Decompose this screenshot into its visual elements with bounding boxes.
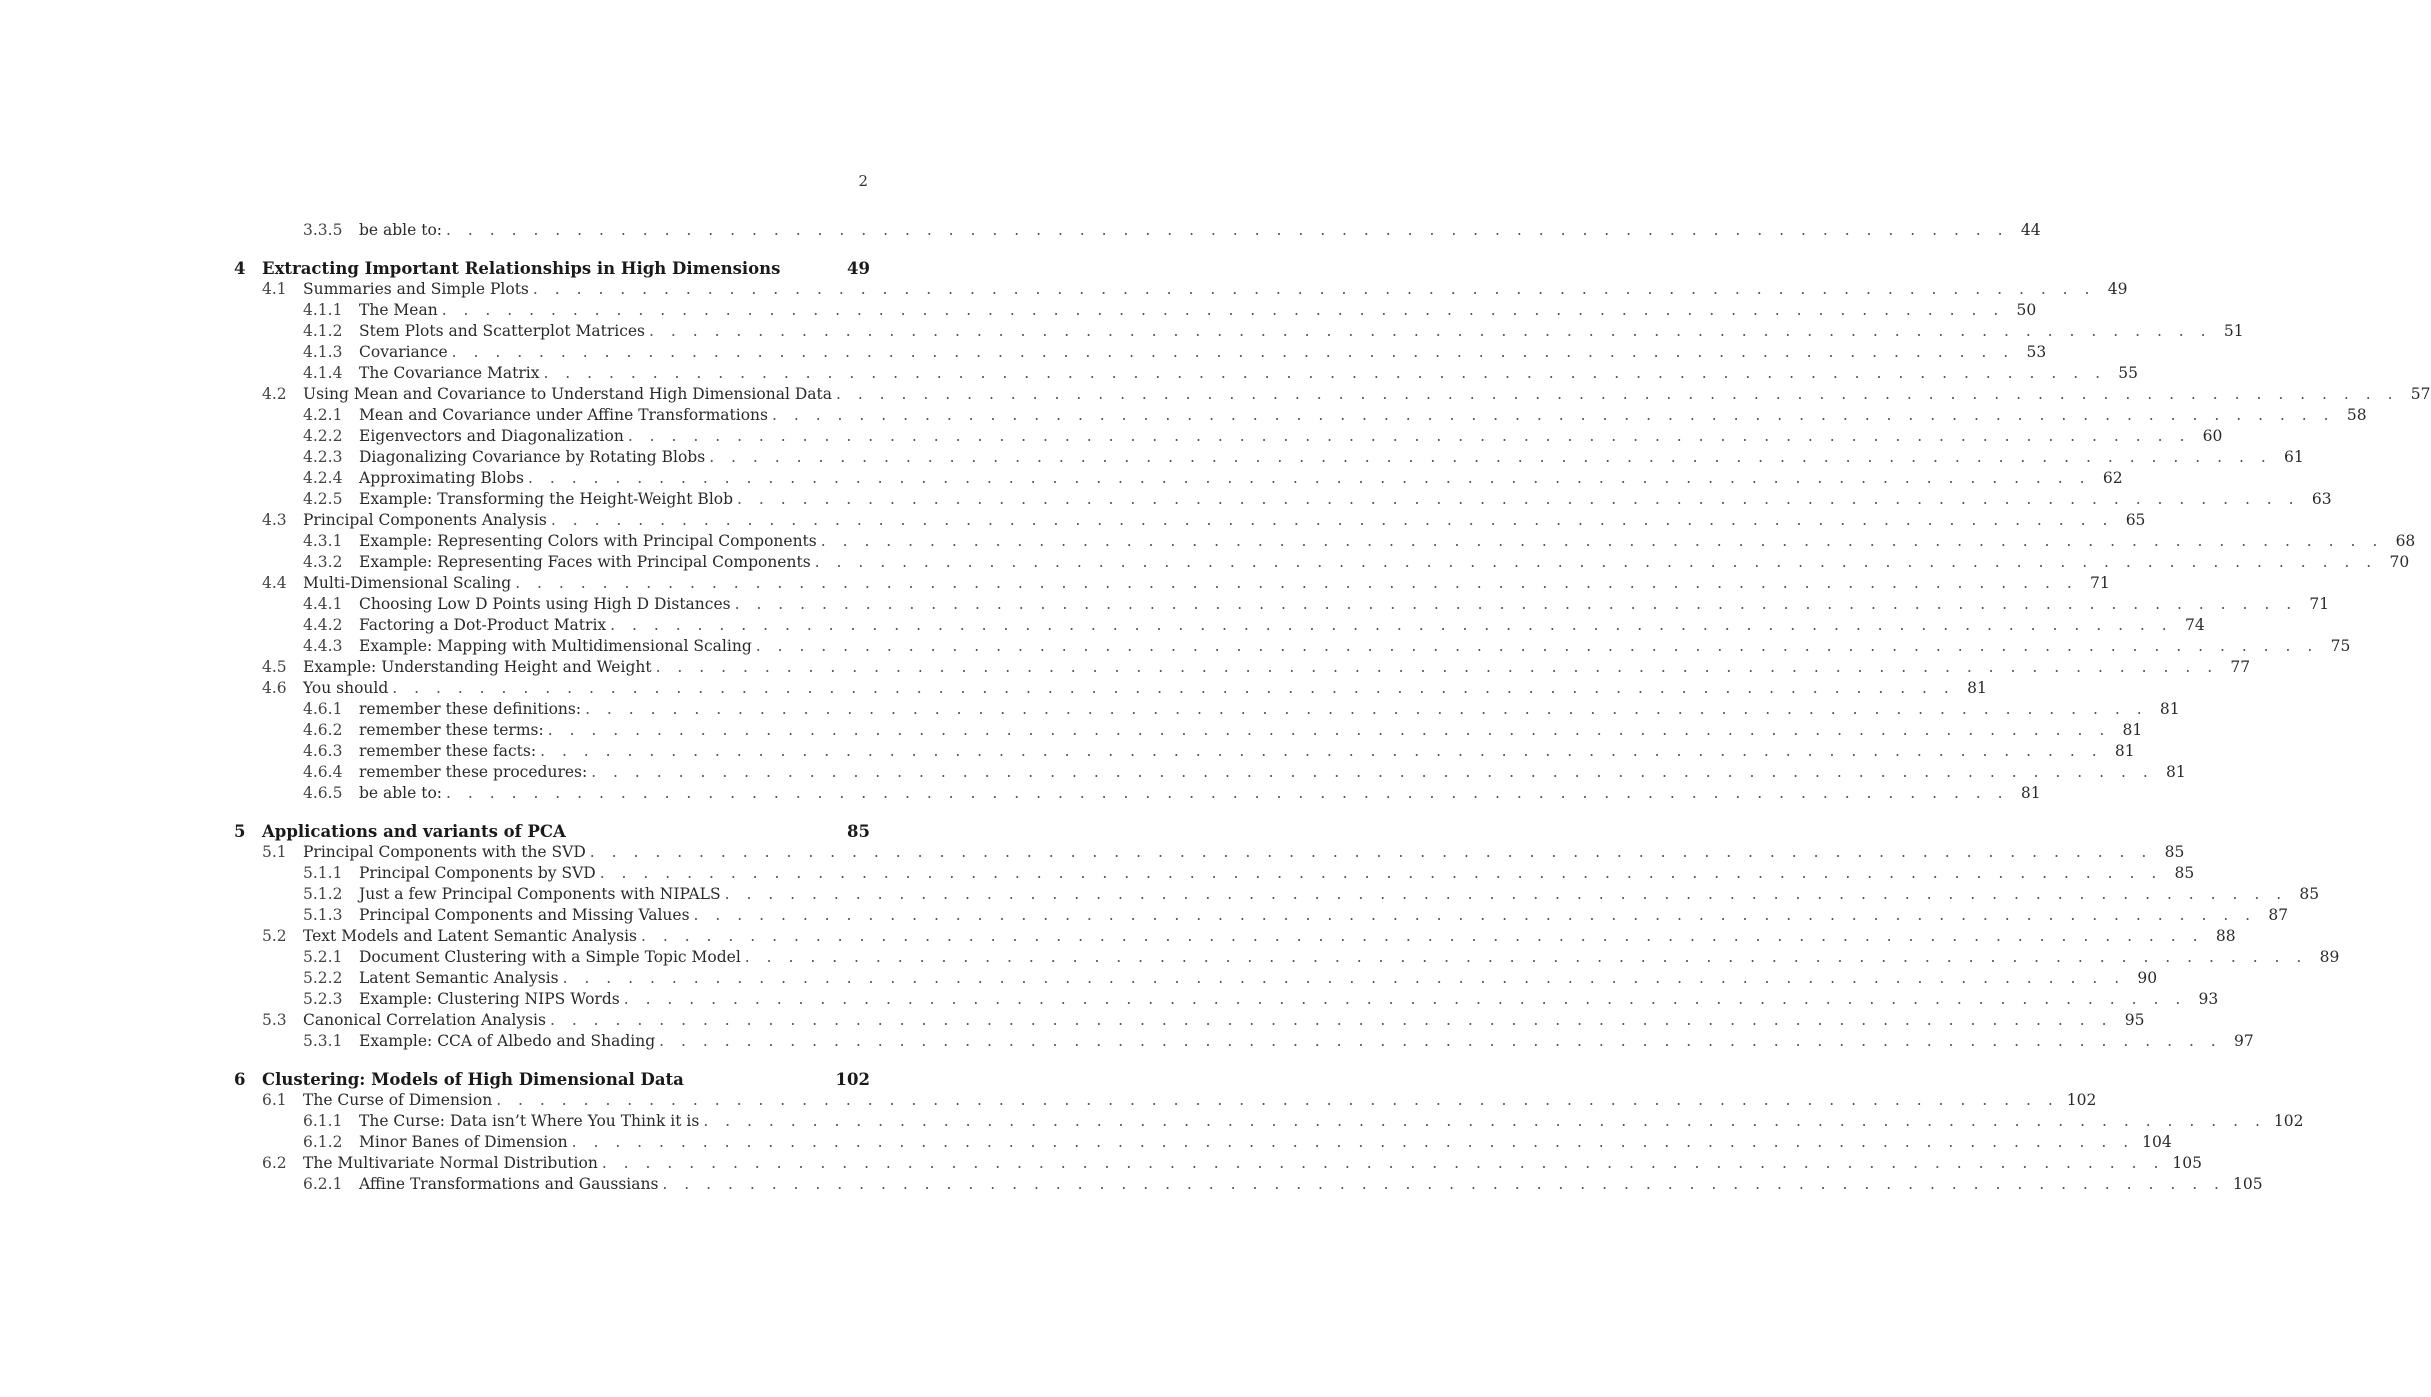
dot-leader <box>703 1111 2274 1132</box>
dot-leader <box>563 968 2134 989</box>
dot-leader <box>610 615 2181 636</box>
toc-entry-title: Affine Transformations and Gaussians <box>359 1175 659 1193</box>
toc-subsection-row <box>234 615 2205 636</box>
toc-entry-page: 44 <box>2020 221 2041 239</box>
dot-leader <box>815 552 2386 573</box>
dot-leader <box>442 300 2013 321</box>
toc-entry-page: 60 <box>2202 427 2223 445</box>
toc-entry-number: 4.3.1 <box>303 532 343 550</box>
toc-entry-title: The Curse of Dimension <box>303 1091 493 1109</box>
toc-entry-page: 81 <box>2020 784 2041 802</box>
toc-entry-page: 63 <box>2311 490 2332 508</box>
toc-entry-page: 95 <box>2124 1011 2145 1029</box>
toc-entry-title: Principal Components by SVD <box>359 864 596 882</box>
toc-subsection-row <box>234 905 2289 926</box>
dot-leader <box>624 989 2195 1010</box>
toc-section-row <box>234 657 2251 678</box>
toc-entry-title: remember these procedures: <box>359 763 588 781</box>
toc-entry-page: 85 <box>2299 885 2320 903</box>
toc-entry-title: Multi-Dimensional Scaling <box>303 574 512 592</box>
toc-entry-page: 102 <box>2066 1091 2097 1109</box>
dot-leader <box>452 342 2023 363</box>
toc-subsection-row <box>234 989 2219 1010</box>
toc-entry-title: Applications and variants of PCA <box>262 822 566 841</box>
toc-subsection-row <box>234 552 2410 573</box>
toc-entry-number: 4.6.1 <box>303 700 343 718</box>
toc-subsection-row <box>234 1031 2254 1052</box>
toc-subsection-row <box>234 531 2416 552</box>
dot-leader <box>772 405 2343 426</box>
toc-entry-title: Document Clustering with a Simple Topic Model <box>359 948 741 966</box>
toc-entry-title: Approximating Blobs <box>359 469 524 487</box>
toc-subsection-row <box>234 783 2041 804</box>
toc-entry-title: Example: Clustering NIPS Words <box>359 990 620 1008</box>
toc-entry-number: 4.6.5 <box>303 784 343 802</box>
toc-entry-page: 81 <box>2166 763 2186 781</box>
toc-subsection-row <box>234 699 2180 720</box>
toc-entry-title: Minor Banes of Dimension <box>359 1133 568 1151</box>
dot-leader <box>515 573 2086 594</box>
toc-subsection-row <box>234 863 2195 884</box>
toc-subsection-row <box>234 220 2041 241</box>
toc-subsection-row <box>234 489 2332 510</box>
toc-entry-page: 77 <box>2230 658 2251 676</box>
toc-entry-number: 5.2.2 <box>303 969 343 987</box>
toc-entry-title: The Covariance Matrix <box>359 364 540 382</box>
toc-entry-title: Covariance <box>359 343 448 361</box>
toc-entry-page: 104 <box>2142 1133 2172 1151</box>
toc-section-row <box>234 1010 2145 1031</box>
toc-entry-page: 71 <box>2090 574 2110 592</box>
toc-entry-title: Principal Components and Missing Values <box>359 906 690 924</box>
toc-chapter-row <box>234 821 870 842</box>
dot-leader <box>550 1010 2121 1031</box>
toc-entry-title: be able to: <box>359 221 443 239</box>
toc-entry-number: 4.6.3 <box>303 742 343 760</box>
toc-entry-title: Choosing Low D Points using High D Distances <box>359 595 731 613</box>
toc-entry-page: 58 <box>2346 406 2367 424</box>
toc-entry-number: 4.1 <box>262 280 287 298</box>
toc-entry-title: You should <box>303 679 389 697</box>
dot-leader <box>641 926 2212 947</box>
toc-subsection-row <box>234 342 2047 363</box>
toc-entry-number: 4.6.4 <box>303 763 343 781</box>
toc-entry-number: 6.1.1 <box>303 1112 343 1130</box>
toc-entry-page: 62 <box>2102 469 2123 487</box>
toc-entry-title: The Curse: Data isn’t Where You Think it is <box>359 1112 700 1130</box>
toc-subsection-row <box>234 884 2320 905</box>
toc-subsection-row <box>234 1132 2172 1153</box>
dot-leader <box>528 468 2099 489</box>
toc-entry-title: Factoring a Dot-Product Matrix <box>359 616 607 634</box>
toc-entry-number: 6.2.1 <box>303 1175 343 1193</box>
toc-entry-page: 81 <box>2114 742 2135 760</box>
toc-entry-page: 81 <box>2159 700 2180 718</box>
toc-entry-page: 102 <box>835 1070 870 1089</box>
toc-entry-title: Example: Mapping with Multidimensional Scaling <box>359 637 752 655</box>
toc-entry-number: 5.3.1 <box>303 1032 343 1050</box>
toc-entry-number: 4.2.5 <box>303 490 343 508</box>
toc-chapter-row <box>234 1069 870 1090</box>
toc-entry-number: 5.1 <box>262 843 287 861</box>
toc-entry-page: 97 <box>2234 1032 2254 1050</box>
toc-entry-title: Example: Transforming the Height-Weight Blob <box>359 490 734 508</box>
toc-entry-title: Extracting Important Relationships in High Dimensions <box>262 259 781 278</box>
toc-entry-page: 85 <box>847 822 870 841</box>
dot-leader <box>737 489 2308 510</box>
toc-subsection-row <box>234 636 2351 657</box>
toc-entry-number: 4.2.2 <box>303 427 343 445</box>
toc-entry-page: 85 <box>2174 864 2195 882</box>
dot-leader <box>591 762 2162 783</box>
toc-entry-number: 4.1.1 <box>303 301 343 319</box>
toc-entry-page: 90 <box>2137 969 2158 987</box>
toc-entry-title: Just a few Principal Components with NIPALS <box>359 885 721 903</box>
dot-leader <box>628 426 2199 447</box>
toc-entry-page: 88 <box>2215 927 2236 945</box>
toc-entry-title: Clustering: Models of High Dimensional Data <box>262 1070 684 1089</box>
dot-leader <box>496 1090 2067 1111</box>
toc-section-row <box>234 384 2431 405</box>
dot-leader <box>662 1174 2233 1195</box>
toc-entry-title: Diagonalizing Covariance by Rotating Blobs <box>359 448 706 466</box>
toc-subsection-row <box>234 741 2135 762</box>
toc-entry-title: The Multivariate Normal Distribution <box>303 1154 598 1172</box>
toc-entry-page: 71 <box>2309 595 2330 613</box>
toc-entry-page: 74 <box>2184 616 2205 634</box>
toc-entry-title: be able to: <box>359 784 443 802</box>
toc-section-row <box>234 1090 2097 1111</box>
toc-subsection-row <box>234 594 2330 615</box>
toc-entry-page: 89 <box>2319 948 2340 966</box>
toc-entry-page: 53 <box>2026 343 2047 361</box>
toc-entry-title: Summaries and Simple Plots <box>303 280 529 298</box>
toc-entry-number: 5.1.2 <box>303 885 343 903</box>
toc-entry-number: 4.2.4 <box>303 469 343 487</box>
toc-subsection-row <box>234 468 2123 489</box>
toc-entry-title: Latent Semantic Analysis <box>359 969 559 987</box>
toc-entry-page: 105 <box>2232 1175 2263 1193</box>
toc-entry-number: 4.2.1 <box>303 406 343 424</box>
toc-subsection-row <box>234 405 2367 426</box>
dot-leader <box>821 531 2392 552</box>
toc-section-row <box>234 510 2146 531</box>
toc-entry-title: remember these definitions: <box>359 700 582 718</box>
toc-entry-number: 6.2 <box>262 1154 287 1172</box>
toc-subsection-row <box>234 426 2223 447</box>
toc-entry-page: 81 <box>2122 721 2143 739</box>
toc-entry-title: Eigenvectors and Diagonalization <box>359 427 624 445</box>
toc-entry-number: 5.2.3 <box>303 990 343 1008</box>
toc-entry-number: 3.3.5 <box>303 221 343 239</box>
toc-entry-title: Example: Representing Colors with Principal Components <box>359 532 817 550</box>
toc-entry-page: 102 <box>2273 1112 2304 1130</box>
toc-entry-page: 65 <box>2125 511 2146 529</box>
dot-leader <box>540 741 2111 762</box>
toc-subsection-row <box>234 447 2304 468</box>
dot-leader <box>551 510 2122 531</box>
toc-entry-page: 61 <box>2284 448 2304 466</box>
toc-entry-title: Stem Plots and Scatterplot Matrices <box>359 322 646 340</box>
toc-subsection-row <box>234 321 2244 342</box>
toc-entry-page: 51 <box>2223 322 2244 340</box>
toc-entry-number: 4.1.2 <box>303 322 343 340</box>
toc-entry-number: 6.1 <box>262 1091 287 1109</box>
toc-entry-page: 68 <box>2395 532 2416 550</box>
toc-entry-title: Principal Components Analysis <box>303 511 547 529</box>
toc-entry-title: Principal Components with the SVD <box>303 843 586 861</box>
toc-entry-number: 5 <box>234 822 246 841</box>
toc-entry-page: 49 <box>2107 280 2128 298</box>
toc-entry-title: remember these facts: <box>359 742 537 760</box>
toc-subsection-row <box>234 1174 2263 1195</box>
toc-entry-number: 4.2 <box>262 385 287 403</box>
toc-entry-number: 4.1.3 <box>303 343 343 361</box>
toc-entry-page: 85 <box>2164 843 2185 861</box>
toc-entry-title: Text Models and Latent Semantic Analysis <box>303 927 637 945</box>
dot-leader <box>602 1153 2173 1174</box>
toc-subsection-row <box>234 762 2186 783</box>
dot-leader <box>735 594 2306 615</box>
toc-entry-page: 55 <box>2118 364 2138 382</box>
toc-entry-number: 5.2 <box>262 927 287 945</box>
toc-entry-number: 4.3 <box>262 511 287 529</box>
dot-leader <box>446 783 2017 804</box>
toc-entry-number: 4.4.3 <box>303 637 343 655</box>
toc-subsection-row <box>234 300 2037 321</box>
toc-entry-number: 6 <box>234 1070 246 1089</box>
toc-entry-number: 4.4.1 <box>303 595 343 613</box>
dot-leader <box>543 363 2114 384</box>
dot-leader <box>572 1132 2143 1153</box>
toc-entry-number: 5.1.1 <box>303 864 343 882</box>
toc-entry-page: 70 <box>2389 553 2410 571</box>
toc-entry-number: 4.5 <box>262 658 287 676</box>
toc-chapter-row <box>234 258 870 279</box>
toc-section-row <box>234 678 1987 699</box>
toc-subsection-row <box>234 1111 2304 1132</box>
toc-subsection-row <box>234 363 2138 384</box>
toc-subsection-row <box>234 968 2158 989</box>
toc-subsection-row <box>234 720 2143 741</box>
toc-section-row <box>234 279 2128 300</box>
dot-leader <box>725 884 2296 905</box>
toc-entry-number: 4.2.3 <box>303 448 343 466</box>
toc-entry-title: Example: Understanding Height and Weight <box>303 658 652 676</box>
toc-entry-title: Example: Representing Faces with Principal Components <box>359 553 811 571</box>
dot-leader <box>836 384 2407 405</box>
dot-leader <box>659 1031 2230 1052</box>
toc-entry-number: 4.4 <box>262 574 287 592</box>
toc-entry-number: 4.4.2 <box>303 616 343 634</box>
toc-entry-page: 81 <box>1967 679 1987 697</box>
dot-leader <box>694 905 2265 926</box>
toc-entry-page: 105 <box>2172 1154 2202 1172</box>
toc-entry-number: 4 <box>234 259 246 278</box>
toc-section-row <box>234 573 2110 594</box>
toc-entry-number: 5.3 <box>262 1011 287 1029</box>
toc-entry-title: Using Mean and Covariance to Understand High Dimensional Data <box>303 385 832 403</box>
toc-entry-page: 57 <box>2410 385 2431 403</box>
toc-entry-title: Example: CCA of Albedo and Shading <box>359 1032 656 1050</box>
dot-leader <box>548 720 2119 741</box>
toc-entry-page: 93 <box>2198 990 2219 1008</box>
dot-leader <box>585 699 2156 720</box>
toc-entry-number: 4.6 <box>262 679 287 697</box>
table-of-contents <box>234 220 2431 1195</box>
dot-leader <box>709 447 2280 468</box>
toc-section-row <box>234 1153 2202 1174</box>
toc-entry-page: 87 <box>2268 906 2289 924</box>
toc-entry-page: 50 <box>2016 301 2037 319</box>
dot-leader <box>600 863 2171 884</box>
dot-leader <box>590 842 2161 863</box>
toc-section-row <box>234 926 2236 947</box>
toc-entry-page: 49 <box>847 259 870 278</box>
toc-entry-page: 75 <box>2330 637 2351 655</box>
page-number: 2 <box>858 172 868 190</box>
toc-section-row <box>234 842 2185 863</box>
toc-entry-number: 5.1.3 <box>303 906 343 924</box>
dot-leader <box>392 678 1963 699</box>
toc-entry-number: 4.1.4 <box>303 364 343 382</box>
dot-leader <box>533 279 2104 300</box>
dot-leader <box>745 947 2316 968</box>
dot-leader <box>649 321 2220 342</box>
toc-entry-number: 4.3.2 <box>303 553 343 571</box>
toc-entry-number: 5.2.1 <box>303 948 343 966</box>
dot-leader <box>446 220 2017 241</box>
toc-entry-title: Mean and Covariance under Affine Transformations <box>359 406 768 424</box>
dot-leader <box>656 657 2227 678</box>
toc-subsection-row <box>234 947 2340 968</box>
toc-entry-number: 4.6.2 <box>303 721 343 739</box>
toc-entry-title: remember these terms: <box>359 721 544 739</box>
toc-entry-number: 6.1.2 <box>303 1133 343 1151</box>
toc-entry-title: The Mean <box>359 301 438 319</box>
toc-entry-title: Canonical Correlation Analysis <box>303 1011 546 1029</box>
dot-leader <box>756 636 2327 657</box>
